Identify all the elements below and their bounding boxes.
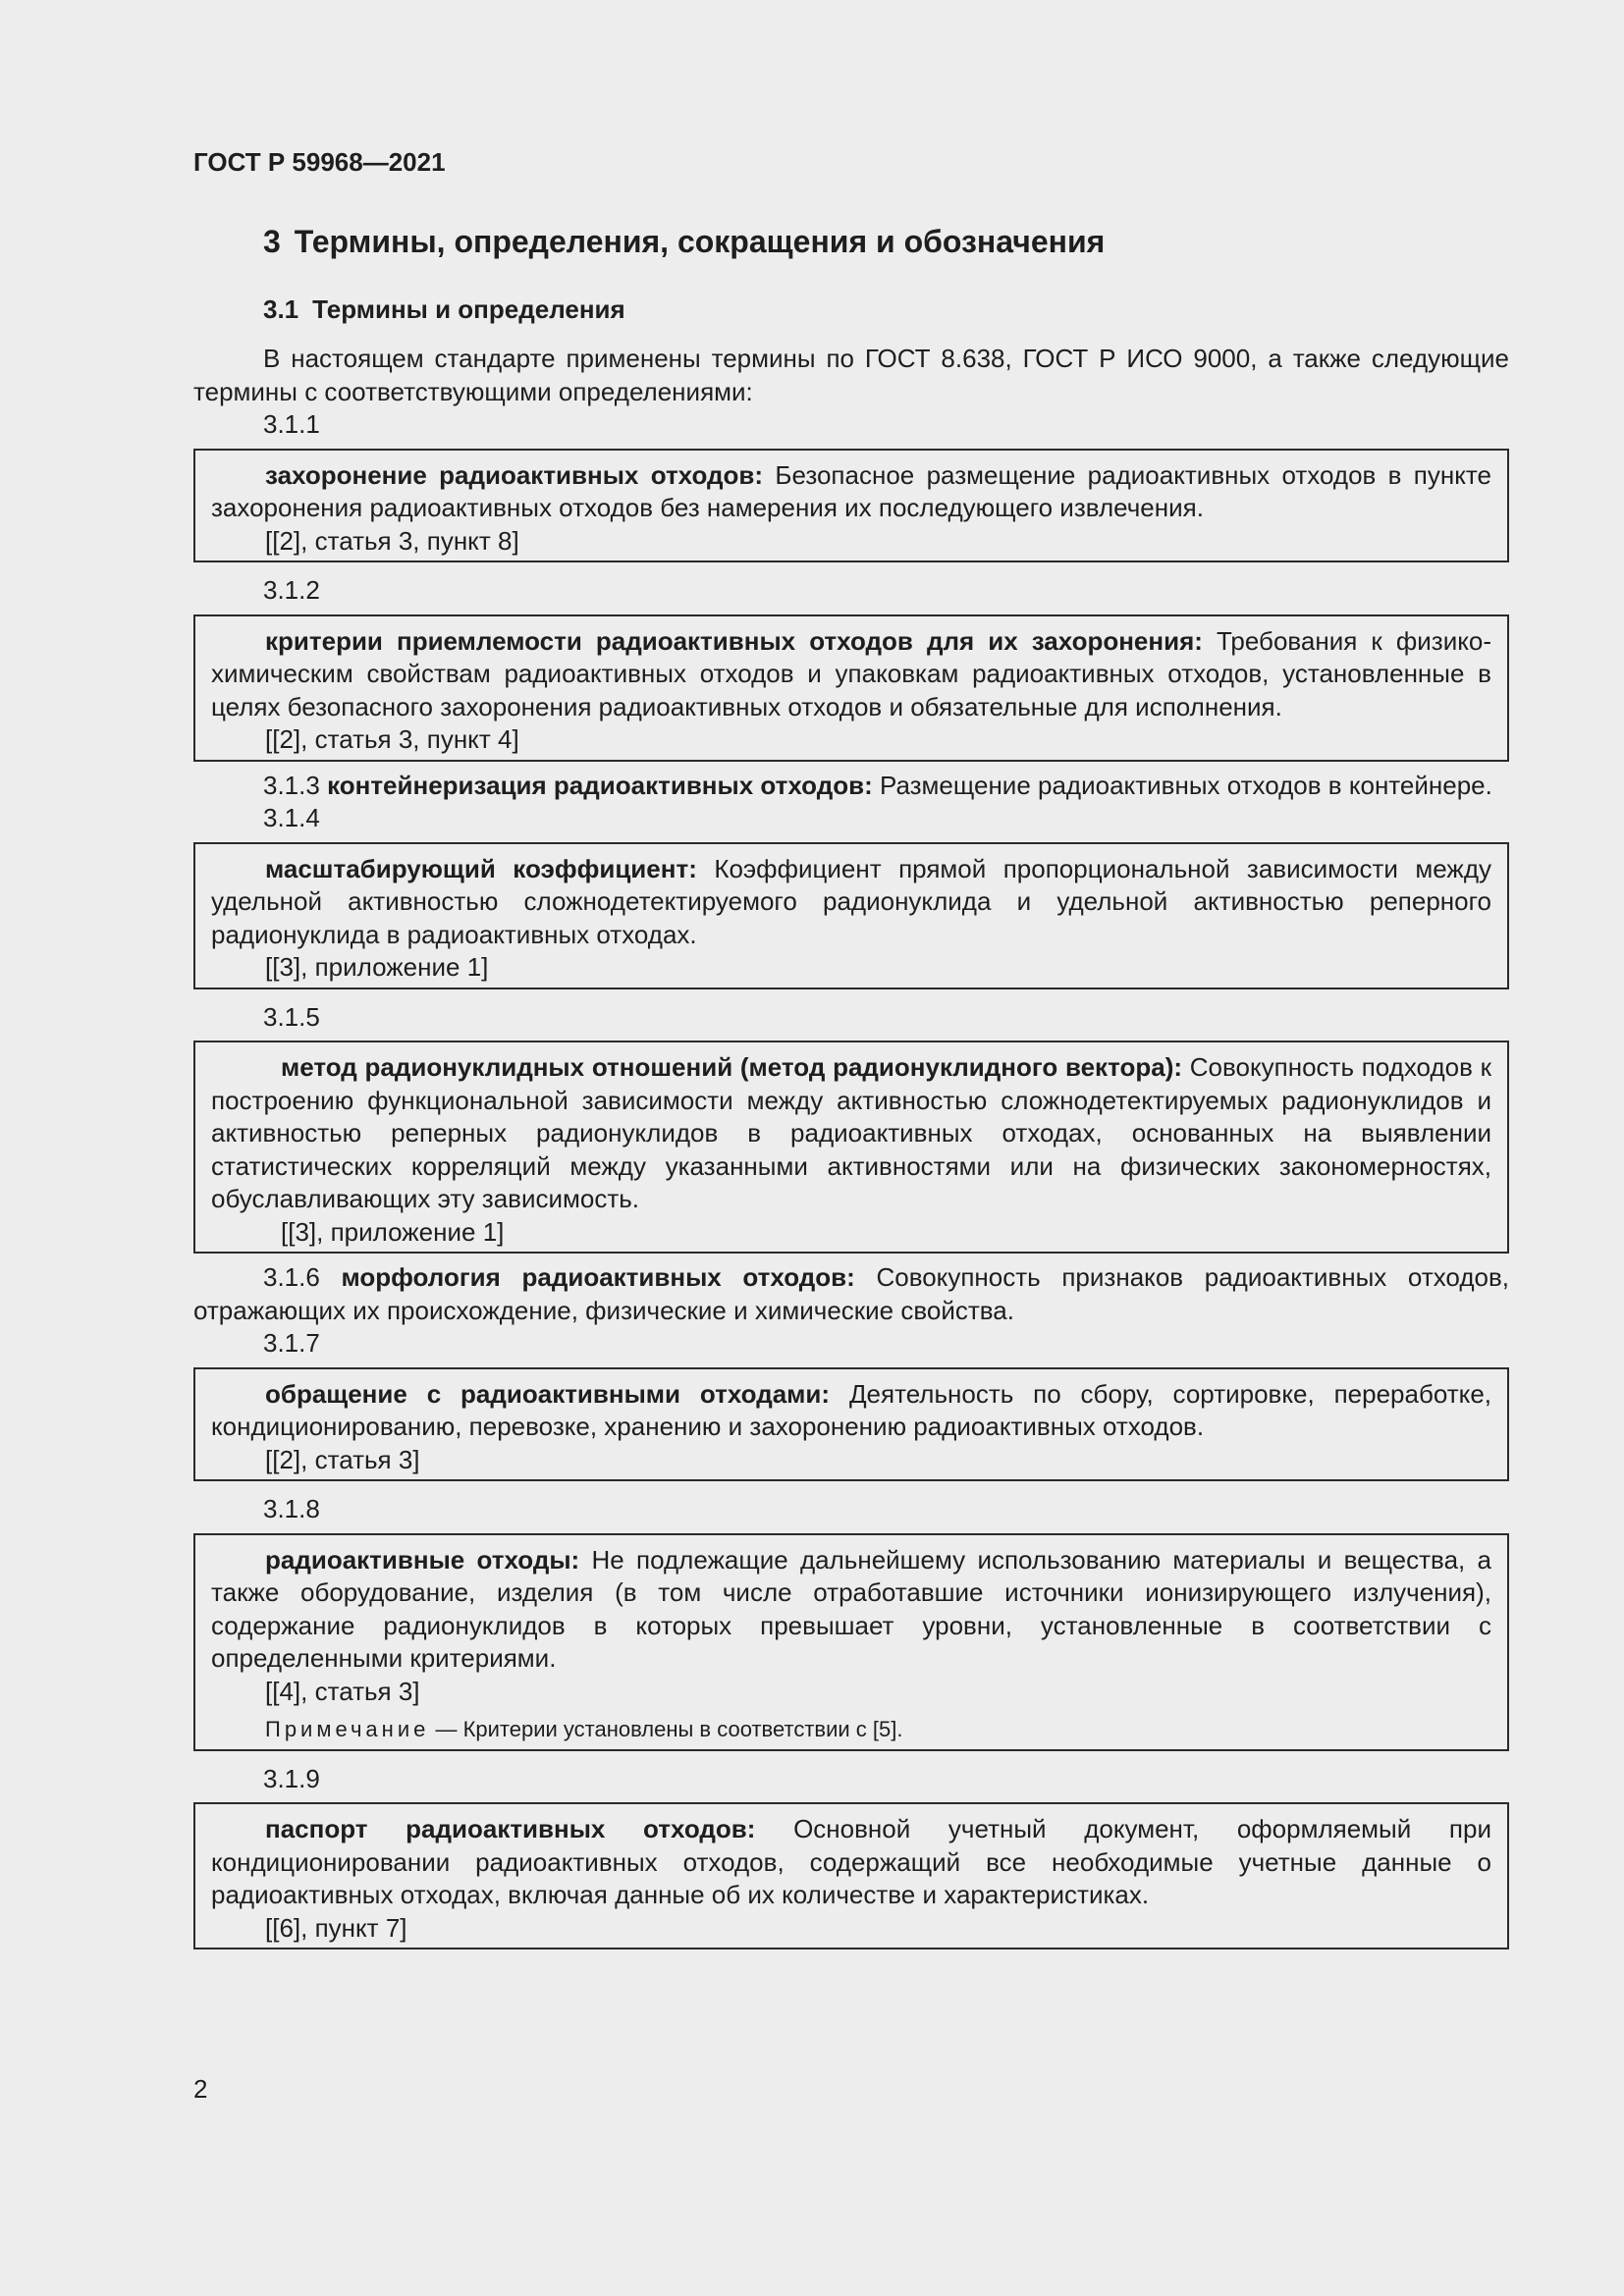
term-box (193, 449, 1509, 563)
term-box (193, 1533, 1509, 1751)
section-number: 3 (263, 224, 281, 259)
term-text: Безопасное размещение радиоактивных отходов в пункте захоронения радиоактивных отходов без намерения их последующего извлечения. (211, 459, 1491, 522)
term-definition (211, 625, 1491, 724)
term-text: Деятельность по сбору, сортировке, переработке, кондиционированию, перевозке, хранению и захоронению радиоактивных отходов. (211, 1378, 1491, 1441)
term-box (193, 842, 1509, 989)
term-number: 3.1.1 (263, 409, 320, 439)
term-name: обращение с радиоактивными отходами: (265, 1378, 831, 1409)
section-title: Термины, определения, сокращения и обозначения (294, 224, 1106, 259)
term-inline (193, 1261, 1509, 1327)
term-definition (211, 1813, 1491, 1912)
term-number: 3.1.4 (263, 803, 320, 832)
term-box (193, 1041, 1509, 1254)
term-number: 3.1.8 (263, 1494, 320, 1523)
term-text: Совокупность подходов к построению функциональной зависимости между активностью сложнодетектируемых радионуклидов и активностью реперных радионуклидов в радиоактивных отходах, основанных на выявлении статистических корреляций между указанными активностями или на физических закономерностях, обуславливающих эту зависимость. (211, 1052, 1491, 1213)
subsection-heading (263, 294, 625, 325)
term-definition (211, 1378, 1491, 1444)
term-name: захоронение радиоактивных отходов: (265, 459, 764, 490)
term-name: радиоактивные отходы: (265, 1544, 580, 1575)
term-source: [[2], статья 3, пункт 4] (265, 724, 519, 754)
page-number: 2 (193, 2074, 208, 2104)
intro-paragraph: В настоящем стандарте применены термины по ГОСТ 8.638, ГОСТ Р ИСО 9000, а также следующие термины с соответствующими определениями: (193, 344, 1509, 406)
term-text: Совокупность признаков радиоактивных отходов, отражающих их происхождение, физические и химические свойства. (193, 1262, 1509, 1325)
terms-content (193, 343, 1509, 1957)
note-label: Примечание (265, 1717, 430, 1741)
term-source: [[2], статья 3] (265, 1444, 420, 1474)
term-source: [[2], статья 3, пункт 8] (265, 525, 519, 556)
term-box (193, 614, 1509, 762)
term-box (193, 1367, 1509, 1482)
term-number: 3.1.7 (263, 1328, 320, 1358)
term-name: критерии приемлемости радиоактивных отходов для их захоронения: (265, 625, 1203, 656)
term-text: Размещение радиоактивных отходов в контейнере. (879, 770, 1492, 800)
term-number: 3.1.5 (263, 1001, 320, 1032)
term-definition (211, 1051, 1491, 1216)
term-name: масштабирующий коэффициент: (265, 853, 697, 883)
term-text: Требования к физико-химическим свойствам радиоактивных отходов и упаковкам радиоактивных отходов, установленные в целях безопасного захоронения радиоактивных отходов и обязательные для исполнения. (211, 625, 1492, 721)
term-definition (211, 853, 1491, 952)
section-heading (263, 224, 1105, 260)
term-inline (193, 770, 1509, 803)
term-source: [[6], пункт 7] (265, 1912, 407, 1943)
note-text: — Критерии установлены в соответствии с [5]. (429, 1717, 903, 1741)
term-name: метод радионуклидных отношений (метод радионуклидного вектора): (281, 1052, 1183, 1082)
document-code: ГОСТ Р 59968—2021 (193, 147, 446, 177)
term-number: 3.1.2 (263, 575, 320, 605)
term-source: [[3], приложение 1] (265, 952, 489, 982)
subsection-number: 3.1 (263, 294, 299, 324)
term-source: [[3], приложение 1] (281, 1216, 505, 1247)
term-name: морфология радиоактивных отходов: (341, 1262, 855, 1292)
document-page (193, 0, 1509, 2296)
term-definition (211, 1544, 1491, 1676)
term-number: 3.1.9 (263, 1763, 320, 1793)
term-text: Основной учетный документ, оформляемый при кондиционировании радиоактивных отходов, содержащий все необходимые учетные данные о радиоактивных отходах, включая данные об их количестве и характеристиках. (211, 1814, 1491, 1909)
term-number: 3.1.6 (263, 1262, 320, 1292)
term-source: [[4], статья 3] (265, 1676, 420, 1706)
term-number: 3.1.3 (263, 770, 320, 800)
term-text: Коэффициент прямой пропорциональной зависимости между удельной активностью сложнодетектируемого радионуклида и удельной активностью реперного радионуклида в радиоактивных отходах. (211, 853, 1491, 949)
term-box (193, 1802, 1509, 1949)
subsection-title: Термины и определения (312, 294, 625, 324)
term-note (211, 1713, 1491, 1746)
term-definition (211, 459, 1491, 525)
term-name: контейнеризация радиоактивных отходов: (327, 770, 873, 800)
term-name: паспорт радиоактивных отходов: (265, 1814, 756, 1843)
term-text: Не подлежащие дальнейшему использованию материалы и вещества, а также оборудование, изделия (в том числе отработавшие источники ионизирующего излучения), содержание радионуклидов в которых превышает уровни, установленные в соответствии с определенными критериями. (211, 1544, 1491, 1673)
